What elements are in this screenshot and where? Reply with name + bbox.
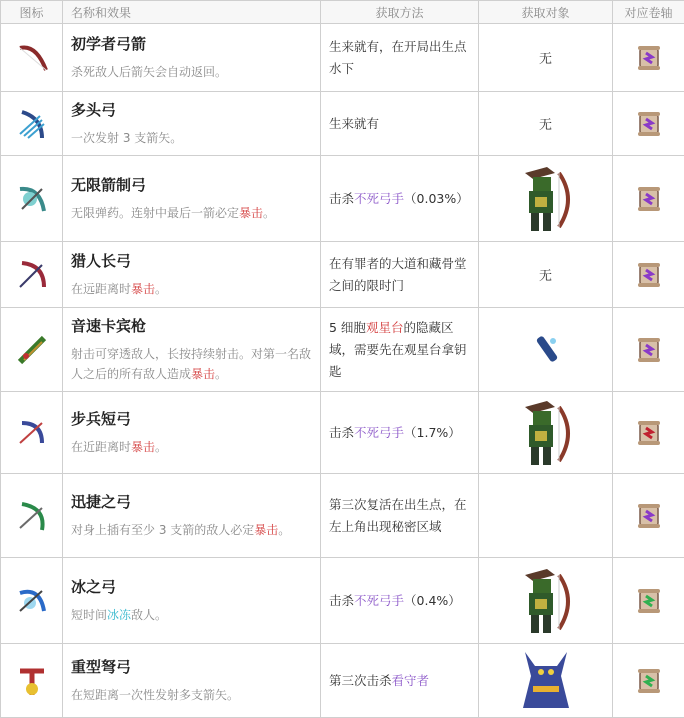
acquire-target-cell bbox=[479, 24, 613, 92]
effect-part: 暴击 bbox=[131, 282, 155, 296]
acquire-method-cell bbox=[321, 92, 479, 156]
table-row bbox=[1, 242, 684, 308]
effect-part: 。 bbox=[155, 282, 167, 296]
acquire-target-cell bbox=[479, 474, 613, 558]
weapon-icon-cell bbox=[1, 644, 63, 718]
name-effect-cell bbox=[63, 644, 321, 718]
red-scroll-icon bbox=[634, 422, 664, 441]
effect-part: 暴击 bbox=[239, 206, 263, 220]
acquire-target-cell bbox=[479, 558, 613, 644]
effect-part: 杀死敌人后箭矢会自动返回。 bbox=[71, 65, 227, 79]
purple-scroll-icon bbox=[634, 339, 664, 358]
purple-scroll-icon bbox=[634, 264, 664, 283]
effect-part: 短时间 bbox=[71, 608, 107, 622]
method-part: 第三次复活在出生点，在左上角出现秘密区域 bbox=[329, 497, 467, 534]
target-text: 无 bbox=[539, 269, 552, 284]
acquire-method-cell bbox=[321, 558, 479, 644]
green-scroll-icon bbox=[634, 670, 664, 689]
green-scroll-icon bbox=[634, 590, 664, 609]
method-part: 不死弓手 bbox=[354, 593, 404, 608]
name-effect-cell bbox=[63, 92, 321, 156]
infantry-bow-icon bbox=[12, 422, 52, 441]
weapon-effect bbox=[71, 437, 312, 457]
scroll-cell bbox=[613, 24, 684, 92]
hunter-bow-icon bbox=[12, 264, 52, 283]
acquire-method-cell bbox=[321, 644, 479, 718]
weapon-icon-cell bbox=[1, 558, 63, 644]
weapon-effect bbox=[71, 62, 312, 82]
effect-part: 暴击 bbox=[254, 523, 278, 537]
acquire-target-cell bbox=[479, 644, 613, 718]
scroll-cell bbox=[613, 242, 684, 308]
table-row bbox=[1, 308, 684, 392]
name-effect-cell bbox=[63, 156, 321, 242]
weapon-effect bbox=[71, 344, 312, 384]
weapon-icon-cell bbox=[1, 474, 63, 558]
name-effect-cell bbox=[63, 474, 321, 558]
weapon-name: 步兵短弓 bbox=[71, 408, 312, 429]
effect-part: 。 bbox=[215, 367, 227, 381]
target-text: 无 bbox=[539, 118, 552, 133]
acquire-target-cell bbox=[479, 242, 613, 308]
weapon-name: 多头弓 bbox=[71, 99, 312, 120]
method-part: （0.4%） bbox=[404, 593, 461, 608]
weapon-name: 初学者弓箭 bbox=[71, 33, 312, 54]
acquire-method-cell bbox=[321, 308, 479, 392]
longbow-icon bbox=[12, 47, 52, 66]
header-icon: 图标 bbox=[1, 1, 63, 24]
method-part: 5 细胞 bbox=[329, 320, 366, 335]
name-effect-cell bbox=[63, 558, 321, 644]
method-part: （0.03%） bbox=[404, 191, 469, 206]
effect-part: 暴击 bbox=[131, 440, 155, 454]
weapon-effect bbox=[71, 605, 312, 625]
heavy-crossbow-icon bbox=[12, 670, 52, 689]
scroll-cell bbox=[613, 558, 684, 644]
effect-part: 在近距离时 bbox=[71, 440, 131, 454]
effect-part: 。 bbox=[263, 206, 275, 220]
header-scroll: 对应卷轴 bbox=[613, 1, 684, 24]
method-part: 击杀 bbox=[329, 425, 354, 440]
weapon-icon-cell bbox=[1, 392, 63, 474]
method-part: 不死弓手 bbox=[354, 425, 404, 440]
purple-scroll-icon bbox=[634, 47, 664, 66]
weapon-icon-cell bbox=[1, 308, 63, 392]
effect-part: 在短距离一次性发射多支箭矢。 bbox=[71, 688, 239, 702]
scroll-cell bbox=[613, 392, 684, 474]
method-part: 第三次击杀 bbox=[329, 673, 392, 688]
weapon-name: 冰之弓 bbox=[71, 576, 312, 597]
effect-part: 敌人。 bbox=[131, 608, 167, 622]
purple-scroll-icon bbox=[634, 188, 664, 207]
weapon-icon-cell bbox=[1, 242, 63, 308]
effect-part: 冰冻 bbox=[107, 608, 131, 622]
sonic-carbine-icon bbox=[12, 339, 52, 358]
method-part: 击杀 bbox=[329, 593, 354, 608]
acquire-target-cell bbox=[479, 392, 613, 474]
method-part: 看守者 bbox=[392, 673, 430, 688]
table-row bbox=[1, 474, 684, 558]
method-part: 在有罪者的大道和藏骨堂之间的限时门 bbox=[329, 256, 467, 293]
name-effect-cell bbox=[63, 308, 321, 392]
table-row bbox=[1, 24, 684, 92]
watcher-boss-icon bbox=[513, 670, 579, 689]
name-effect-cell bbox=[63, 392, 321, 474]
acquire-method-cell bbox=[321, 24, 479, 92]
table-header-row bbox=[1, 1, 684, 24]
multi-bow-icon bbox=[12, 113, 52, 132]
weapon-name: 迅捷之弓 bbox=[71, 491, 312, 512]
table-row bbox=[1, 558, 684, 644]
acquire-method-cell bbox=[321, 242, 479, 308]
acquire-target-cell bbox=[479, 308, 613, 392]
method-part: 的隐藏区域，需要先在观星台拿钥匙 bbox=[329, 320, 467, 379]
header-name: 名称和效果 bbox=[63, 1, 321, 24]
name-effect-cell bbox=[63, 24, 321, 92]
effect-part: 在远距离时 bbox=[71, 282, 131, 296]
table-row bbox=[1, 644, 684, 718]
weapon-effect bbox=[71, 279, 312, 299]
weapon-icon-cell bbox=[1, 92, 63, 156]
table-row bbox=[1, 392, 684, 474]
weapon-effect bbox=[71, 520, 312, 540]
infinite-bow-icon bbox=[12, 188, 52, 207]
weapon-effect bbox=[71, 128, 312, 148]
purple-scroll-icon bbox=[634, 113, 664, 132]
weapon-icon-cell bbox=[1, 24, 63, 92]
acquire-target-cell bbox=[479, 92, 613, 156]
name-effect-cell bbox=[63, 242, 321, 308]
weapon-name: 重型弩弓 bbox=[71, 656, 312, 677]
weapon-name: 音速卡宾枪 bbox=[71, 315, 312, 336]
table-row bbox=[1, 156, 684, 242]
acquire-target-cell bbox=[479, 156, 613, 242]
method-part: 击杀 bbox=[329, 191, 354, 206]
scroll-cell bbox=[613, 644, 684, 718]
weapon-icon-cell bbox=[1, 156, 63, 242]
quick-bow-icon bbox=[12, 505, 52, 524]
header-target: 获取对象 bbox=[479, 1, 613, 24]
scroll-cell bbox=[613, 308, 684, 392]
acquire-method-cell bbox=[321, 392, 479, 474]
method-part: 不死弓手 bbox=[354, 191, 404, 206]
purple-scroll-icon bbox=[634, 505, 664, 524]
scroll-cell bbox=[613, 156, 684, 242]
scroll-cell bbox=[613, 474, 684, 558]
ice-bow-icon bbox=[12, 590, 52, 609]
method-part: 生来就有，在开局出生点水下 bbox=[329, 39, 467, 76]
table-row bbox=[1, 92, 684, 156]
effect-part: 一次发射 3 支箭矢。 bbox=[71, 131, 182, 145]
target-text: 无 bbox=[539, 52, 552, 67]
undead-archer-icon bbox=[511, 422, 581, 441]
acquire-method-cell bbox=[321, 474, 479, 558]
weapon-name: 猎人长弓 bbox=[71, 250, 312, 271]
undead-archer-icon bbox=[511, 590, 581, 609]
weapon-effect bbox=[71, 203, 312, 223]
header-method: 获取方法 bbox=[321, 1, 479, 24]
undead-archer-icon bbox=[511, 188, 581, 207]
telescope-key-icon bbox=[531, 339, 561, 358]
method-part: 观星台 bbox=[366, 320, 404, 335]
effect-part: 射击可穿透敌人，长按持续射击。对第一名敌人之后的所有敌人造成 bbox=[71, 347, 311, 381]
effect-part: 暴击 bbox=[191, 367, 215, 381]
method-part: （1.7%） bbox=[404, 425, 461, 440]
effect-part: 对身上插有至少 3 支箭的敌人必定 bbox=[71, 523, 254, 537]
scroll-cell bbox=[613, 92, 684, 156]
weapon-effect bbox=[71, 685, 312, 705]
acquire-method-cell bbox=[321, 156, 479, 242]
effect-part: 无限弹药。连射中最后一箭必定 bbox=[71, 206, 239, 220]
effect-part: 。 bbox=[278, 523, 290, 537]
effect-part: 。 bbox=[155, 440, 167, 454]
weapon-name: 无限箭制弓 bbox=[71, 174, 312, 195]
method-part: 生来就有 bbox=[329, 116, 379, 131]
